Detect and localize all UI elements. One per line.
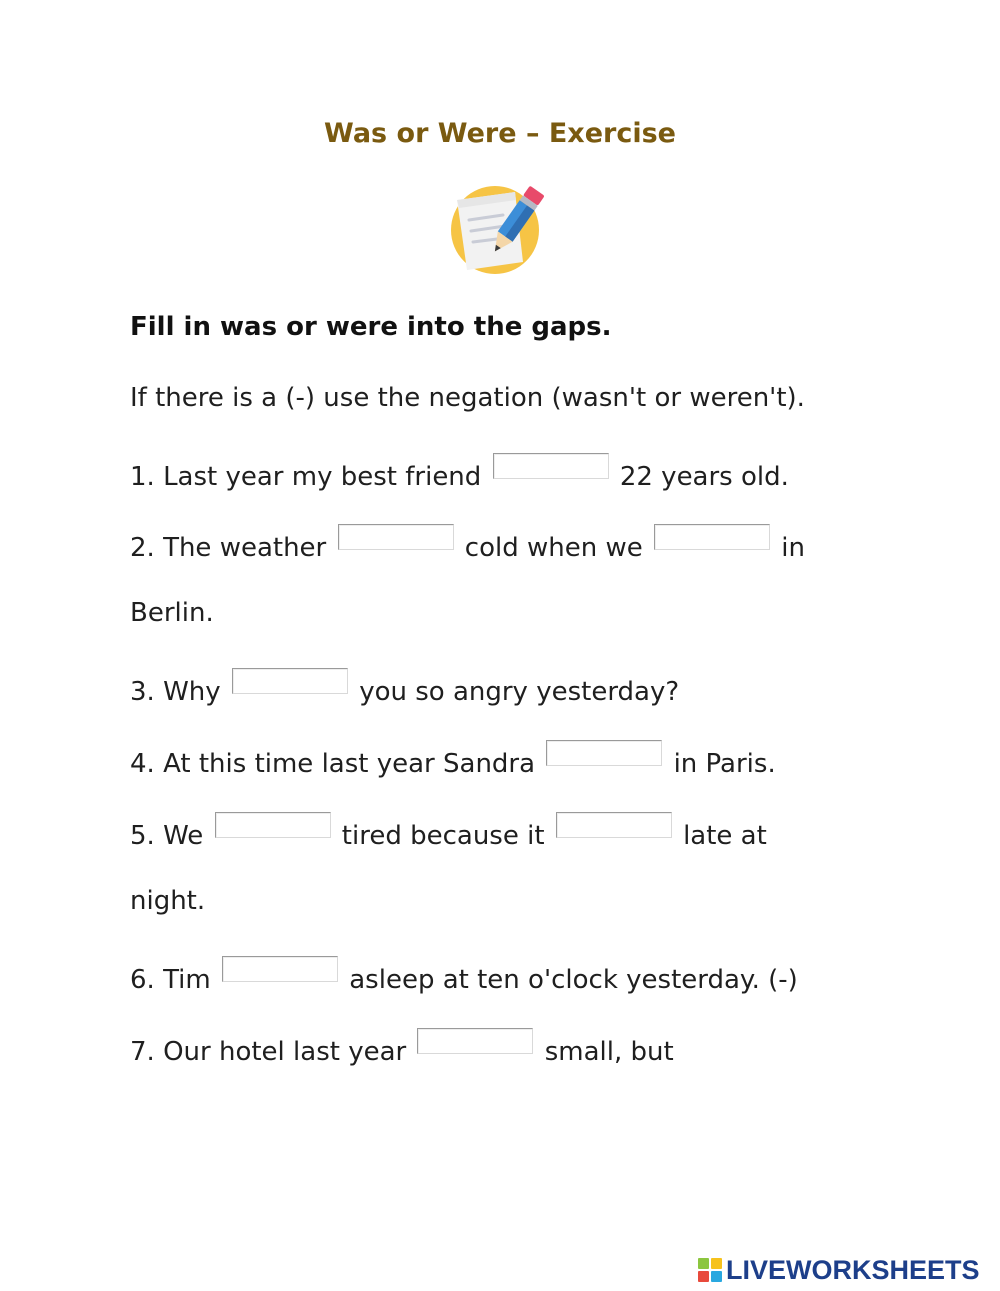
question-5 [130, 812, 767, 853]
liveworksheets-logo[interactable] [698, 1256, 980, 1284]
logo-text: LIVEWORKSHEETS [726, 1254, 980, 1285]
question-4 [130, 740, 776, 781]
question-2 [130, 524, 805, 565]
question-text: 7. Our hotel last year [130, 1037, 407, 1067]
question-text: 5. We [130, 821, 204, 851]
question-text: you so angry yesterday? [359, 677, 680, 707]
question-text: in [781, 533, 805, 563]
question-1 [130, 453, 789, 494]
question-2-continued: Berlin. [130, 598, 214, 628]
answer-gap-1[interactable] [493, 453, 609, 479]
answer-gap-7[interactable] [556, 812, 672, 838]
question-3 [130, 668, 679, 709]
question-text: cold when we [464, 533, 643, 563]
question-text: in Paris. [673, 749, 776, 779]
question-text: 1. Last year my best friend [130, 462, 482, 492]
question-text: 3. Why [130, 677, 221, 707]
question-text: asleep at ten o'clock yesterday. (-) [349, 965, 798, 995]
question-text: tired because it [341, 821, 545, 851]
answer-gap-3[interactable] [654, 524, 770, 550]
question-6 [130, 956, 798, 997]
instruction-heading: Fill in was or were into the gaps. [130, 312, 612, 342]
instruction-note: If there is a (-) use the negation (wasn't or weren't). [130, 383, 805, 413]
answer-gap-8[interactable] [222, 956, 338, 982]
question-5-continued: night. [130, 886, 206, 916]
question-text: small, but [544, 1037, 674, 1067]
question-text: 22 years old. [619, 462, 789, 492]
question-7 [130, 1028, 674, 1069]
answer-gap-6[interactable] [215, 812, 331, 838]
question-text: 6. Tim [130, 965, 211, 995]
answer-gap-9[interactable] [417, 1028, 533, 1054]
answer-gap-4[interactable] [232, 668, 348, 694]
liveworksheets-logo-icon [698, 1258, 722, 1282]
question-text: 2. The weather [130, 533, 327, 563]
notepad-pencil-icon [445, 178, 549, 276]
question-text: late at [683, 821, 767, 851]
question-text: 4. At this time last year Sandra [130, 749, 536, 779]
answer-gap-5[interactable] [546, 740, 662, 766]
answer-gap-2[interactable] [338, 524, 454, 550]
worksheet-title: Was or Were – Exercise [324, 118, 676, 149]
